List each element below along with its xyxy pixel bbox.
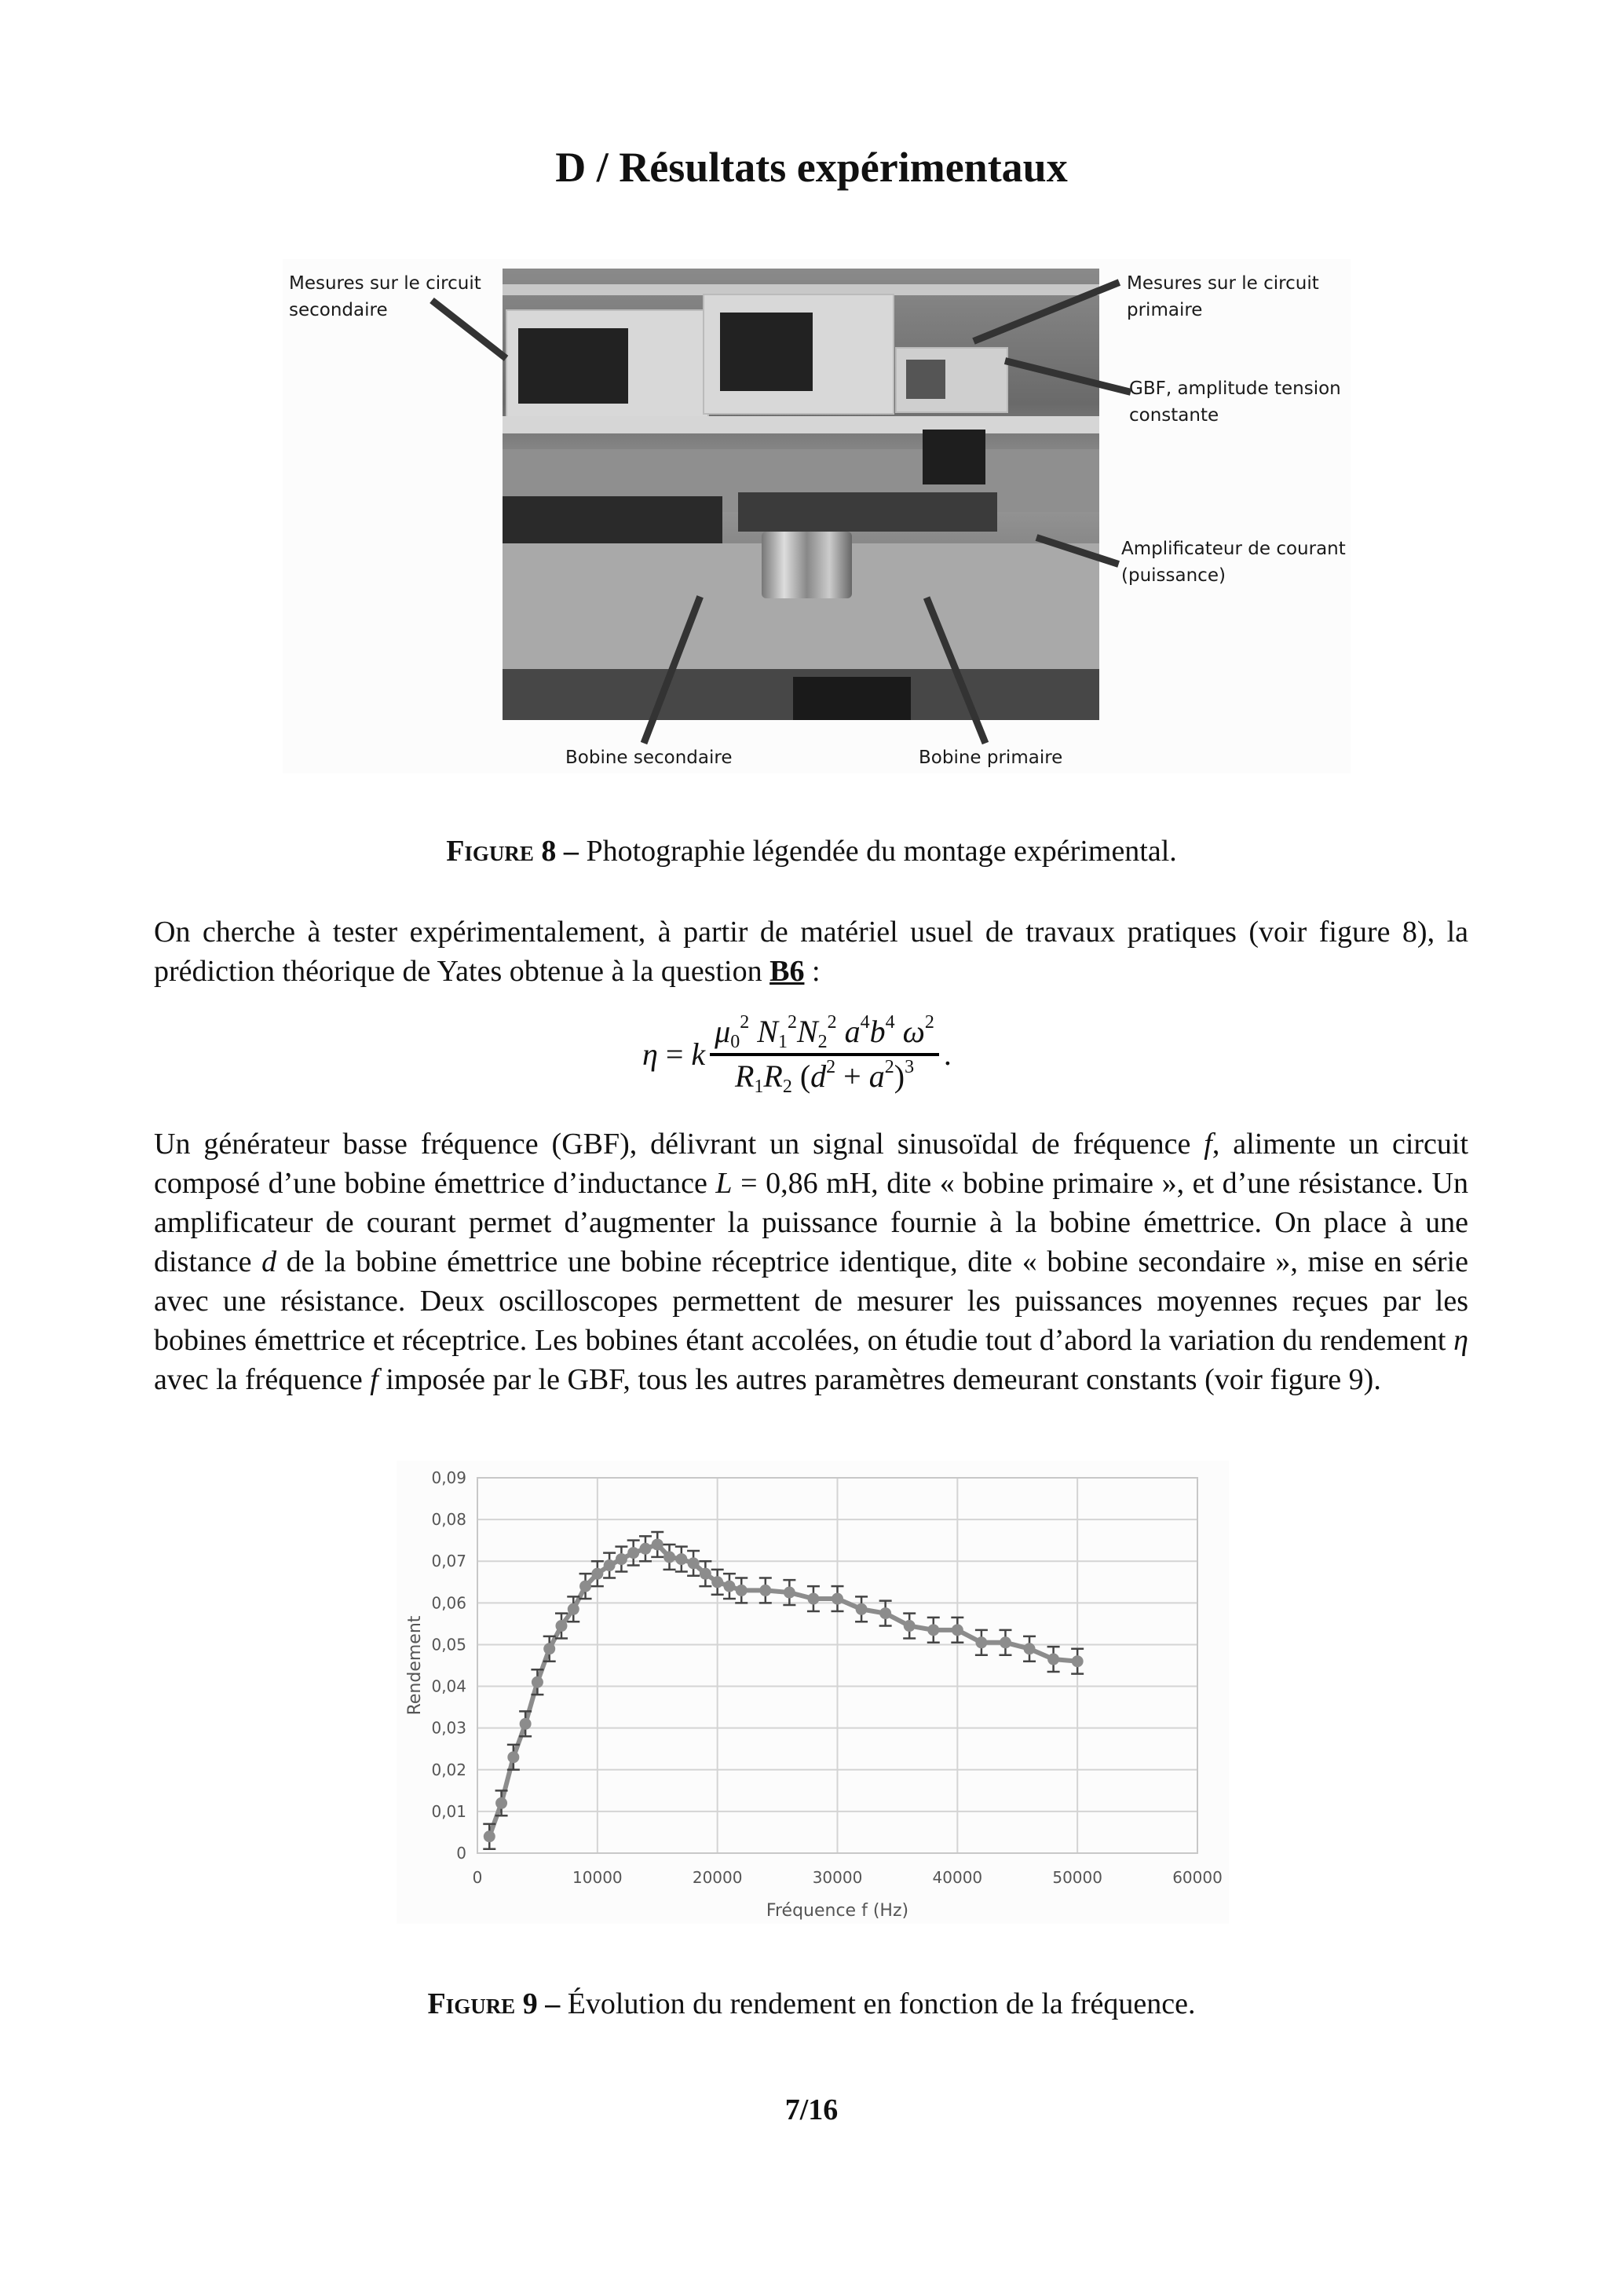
efficiency-vs-frequency-plot: [397, 1461, 1229, 1924]
data-point: [784, 1587, 795, 1599]
data-point: [1072, 1655, 1084, 1667]
data-point: [1000, 1636, 1011, 1648]
data-point: [711, 1576, 723, 1588]
label-secondary-coil: Bobine secondaire: [565, 748, 733, 768]
data-point: [616, 1553, 627, 1565]
experiment-photo: [503, 269, 1099, 720]
data-point: [952, 1624, 963, 1636]
data-point: [568, 1603, 579, 1615]
figure-9-chart: [397, 1461, 1229, 1924]
data-point: [927, 1624, 939, 1636]
figure-8-caption-text: Photographie légendée du montage expérimental.: [578, 835, 1177, 868]
svg-text:0,07: 0,07: [431, 1552, 466, 1571]
intro-paragraph: On cherche à tester expérimentalement, à partir de matériel usuel de travaux pratiques (voir figure 8), la prédiction théorique de Yates obtenue à la question B6 :: [154, 916, 1468, 988]
data-point: [675, 1553, 687, 1565]
data-point: [543, 1643, 555, 1654]
svg-text:40000: 40000: [932, 1868, 983, 1887]
data-point: [700, 1568, 711, 1580]
data-point: [627, 1547, 639, 1559]
data-point: [507, 1751, 519, 1763]
data-point: [879, 1607, 891, 1619]
svg-text:20000: 20000: [692, 1868, 743, 1887]
label-amplifier: Amplificateur de courant (puissance): [1121, 539, 1346, 586]
equation-denominator: $R_1R_2$ $(d^2 + a^2)^3$: [734, 1057, 915, 1098]
svg-text:0,05: 0,05: [431, 1635, 466, 1654]
figure-8-number: Figure 8 –: [446, 835, 579, 868]
data-point: [856, 1603, 868, 1615]
data-point: [484, 1830, 495, 1842]
label-primary-coil: Bobine primaire: [919, 748, 1063, 768]
figure-9-caption: [0, 1987, 1623, 2021]
data-point: [807, 1593, 819, 1605]
svg-text:Rendement: Rendement: [405, 1615, 425, 1716]
data-point: [579, 1581, 591, 1592]
data-point: [688, 1557, 700, 1569]
data-point: [663, 1551, 675, 1563]
svg-text:Fréquence f (Hz): Fréquence f (Hz): [766, 1901, 909, 1921]
data-point: [495, 1797, 507, 1809]
svg-text:0,08: 0,08: [431, 1510, 466, 1530]
svg-text:30000: 30000: [812, 1868, 863, 1887]
page-number: 7/16: [784, 2093, 839, 2126]
svg-text:0,02: 0,02: [431, 1760, 466, 1779]
svg-text:50000: 50000: [1052, 1868, 1102, 1887]
data-point: [555, 1620, 567, 1632]
data-point: [975, 1636, 987, 1648]
yates-equation: η = k $\frac{\mu_0^2 N_1^2N_2^2 a^4b^4 \omega^2}{R_1R_2 (d^2 + a^2)^3}$ .: [642, 1012, 952, 1098]
data-point: [723, 1581, 735, 1592]
data-point: [520, 1718, 532, 1730]
body-paragraph: Un générateur basse fréquence (GBF), délivrant un signal sinusoïdal de fréquence f, alimente un circuit composé d’une bobine émettrice d’inductance L = 0,86 mH, dite « bobine primaire », et d’une résistance. Un amplificateur de courant permet d’augmenter la puissance fournie à la bobine émettrice. On place à une distance d de la bobine émettrice une bobine réceptrice identique, dite « bobine secondaire », mise en série avec une résistance. Deux oscilloscopes permettent de mesurer les puissances moyennes reçues par les bobines émettrice et réceptrice. Les bobines étant accolées, on étudie tout d’abord la variation du rendement η avec la fréquence f imposée par le GBF, tous les autres paramètres demeurant constants (voir figure 9).: [154, 1128, 1469, 1396]
data-point: [736, 1585, 748, 1596]
figure-9-caption-text: Évolution du rendement en fonction de la fréquence.: [560, 1987, 1196, 2020]
svg-text:0,01: 0,01: [431, 1801, 466, 1821]
data-point: [1024, 1643, 1036, 1654]
svg-text:0,06: 0,06: [431, 1593, 466, 1613]
label-primary-measure: Mesures sur le circuit primaire: [1127, 273, 1319, 320]
svg-text:60000: 60000: [1172, 1868, 1223, 1887]
data-point: [604, 1559, 616, 1571]
figure-9-number: Figure 9 –: [427, 1987, 561, 2020]
equation-numerator: $\mu_0^2$ $N_1^2N_2^2$ $a^4b^4$ $\omega^2$: [710, 1013, 939, 1056]
figure-8-caption: [0, 834, 1623, 868]
data-point: [532, 1676, 543, 1688]
data-point: [759, 1585, 771, 1596]
question-reference-link[interactable]: B6: [769, 955, 805, 988]
figure-8-photo: [283, 259, 1351, 773]
data-point: [904, 1620, 916, 1632]
data-point: [832, 1593, 843, 1605]
data-point: [591, 1568, 603, 1580]
data-point: [639, 1543, 651, 1555]
svg-text:10000: 10000: [572, 1868, 623, 1887]
section-title: D / Résultats expérimentaux: [555, 144, 1068, 191]
svg-text:0,03: 0,03: [431, 1718, 466, 1738]
svg-text:0: 0: [472, 1868, 483, 1887]
label-secondary-measure: Mesures sur le circuit secondaire: [289, 273, 481, 320]
data-point: [1047, 1654, 1059, 1665]
svg-text:0: 0: [456, 1844, 466, 1863]
label-gbf: GBF, amplitude tension constante: [1129, 378, 1341, 426]
svg-text:0,04: 0,04: [431, 1676, 466, 1696]
svg-text:0,09: 0,09: [431, 1468, 466, 1487]
data-point: [652, 1538, 663, 1550]
